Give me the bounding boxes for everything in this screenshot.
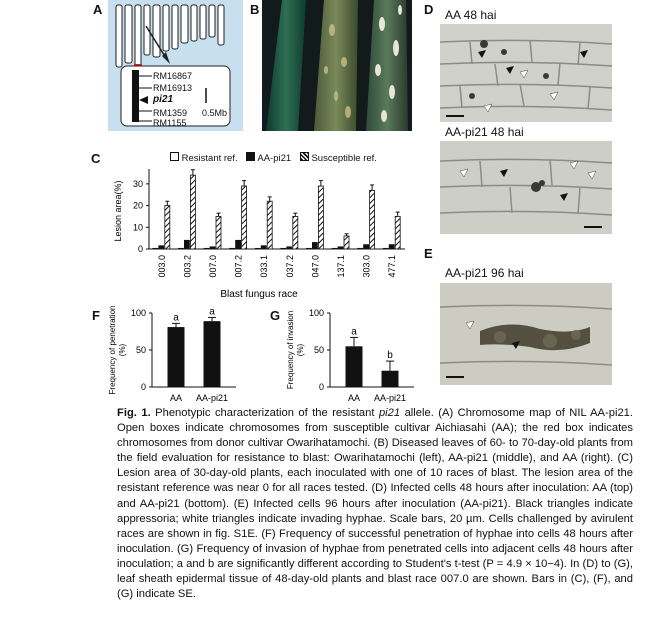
panel-d-letter: D <box>424 2 434 17</box>
bar-resistant-ref- <box>332 248 337 249</box>
bar-susceptible-ref- <box>242 186 247 249</box>
bar-resistant-ref- <box>358 248 363 249</box>
figure-caption <box>117 406 633 602</box>
x-axis-label: Blast fungus race <box>220 289 298 300</box>
y-tick-label: 20 <box>132 200 143 211</box>
gene-label: pi21 <box>153 94 174 105</box>
scale-bar-label: 0.5Mb <box>202 108 228 118</box>
bar <box>168 327 185 387</box>
y-axis-label: Frequency of penetration <box>108 305 117 395</box>
y-tick-label: 100 <box>308 308 324 318</box>
panel-e-label: AA-pi21 96 hai <box>445 266 524 280</box>
caption-gene: pi21 <box>378 407 401 419</box>
bar-aa-pi21 <box>261 246 266 249</box>
caption-body: allele. (A) Chromosome map of NIL AA-pi21. Open boxes indicate chromosomes from susceptible cultivar Aichiasahi (AA); the red box indicates chromosomes from donor cultivar Owarihatamochi. (B) Diseased leaves of 60- to 70-day-old plants from the field evaluation for resistance to blast: Owarihatamochi (left), AA-pi21 (middle), and AA (right). (C) Lesion area of 30-day-old plants, each inoculated with one of 10 races of blast. The lesion area of the resistant reference was near 0 for all races tested. (D) Infected cells 48 hours after inoculation: AA (top) and AA-pi21 (bottom). (E) Infected cells 96 hours after inoculation (AA-pi21). Black triangles indicate appressoria; white triangles indicate invading hyphae. Scale bars, 20 µm. Cells challenged by avirulent races are shown in fig. S1E. (F) Frequency of successful penetration of hyphae into cells 48 hours after inoculation. (G) Frequency of invasion of hyphae from penetrated cells into adjacent cells 48 hours after inoculation; a and b are significantly different according to Student's t-test (P = 4.9 × 10−4). In (D) to (G), leaf sheath epidermal tissue of 48-day-old plants and blast race 007.0 are shown. Bars in (C), (F), and (G) indicate SE. <box>117 407 634 601</box>
y-tick-label: 0 <box>140 382 146 392</box>
bar-aa-pi21 <box>210 247 215 249</box>
lesion-area-chart <box>105 162 415 302</box>
bar-resistant-ref- <box>255 248 260 249</box>
diseased-leaves-photo <box>262 0 412 131</box>
y-tick-label: 10 <box>132 222 143 233</box>
significance-letter: b <box>387 350 393 362</box>
panel-d-bottom-label: AA-pi21 48 hai <box>445 125 524 139</box>
y-tick-label: 50 <box>313 345 324 355</box>
leaves-photo-drawing <box>262 0 412 131</box>
legend-swatch-resistant <box>170 152 179 161</box>
bar-susceptible-ref- <box>165 206 170 249</box>
y-axis-label: (%) <box>118 343 127 357</box>
micrograph-drawing <box>440 24 612 122</box>
bar-resistant-ref- <box>230 248 235 249</box>
caption-fig-number: Fig. 1. <box>117 407 151 419</box>
y-axis-label: Frequency of invasion <box>286 310 295 390</box>
legend-swatch-susceptible <box>300 152 309 161</box>
bar-aa-pi21 <box>312 242 317 249</box>
marker-label: RM16867 <box>153 71 193 81</box>
legend-swatch-aa-pi21 <box>246 152 255 161</box>
bar-susceptible-ref- <box>293 216 298 249</box>
panel-e-letter: E <box>424 246 433 261</box>
bar <box>346 346 363 387</box>
bar-aa-pi21 <box>184 240 189 249</box>
bar-resistant-ref- <box>383 248 388 249</box>
bar-aa-pi21 <box>338 247 343 249</box>
panel-b-letter: B <box>250 2 260 17</box>
y-tick-label: 0 <box>318 382 324 392</box>
bar <box>382 371 399 387</box>
marker-label: RM16913 <box>153 83 193 93</box>
y-tick-label: 50 <box>135 345 146 355</box>
bar-susceptible-ref- <box>395 216 400 249</box>
panel-g-letter: G <box>270 308 281 323</box>
bar-susceptible-ref- <box>190 175 195 249</box>
legend-label: Susceptible ref. <box>311 153 377 164</box>
micrograph-aa-pi21-48h <box>440 141 612 234</box>
y-tick-label: 30 <box>132 178 143 189</box>
bar-aa-pi21 <box>287 247 292 249</box>
significance-letter: a <box>351 326 357 338</box>
y-tick-label: 0 <box>137 244 143 254</box>
bar-susceptible-ref- <box>318 186 323 249</box>
x-tick-label: 303.0 <box>361 255 372 278</box>
panel-d-top-label: AA 48 hai <box>445 8 497 22</box>
bar-susceptible-ref- <box>267 201 272 249</box>
micrograph-drawing <box>440 283 612 385</box>
caption-lead: Phenotypic characterization of the resistant <box>150 407 379 419</box>
y-tick-label: 100 <box>130 308 146 318</box>
x-tick-label: 037.2 <box>284 255 295 278</box>
x-tick-label: AA <box>347 393 361 403</box>
panel-c-letter: C <box>91 151 101 166</box>
marker-label: RM1359 <box>153 108 188 118</box>
significance-letter: a <box>209 306 215 318</box>
invasion-chart <box>282 304 422 406</box>
x-tick-label: AA-pi21 <box>373 393 407 403</box>
x-tick-label: 477.1 <box>387 255 398 278</box>
x-tick-label: AA <box>169 393 183 403</box>
x-tick-label: 007.0 <box>208 255 218 278</box>
x-tick-label: 003.2 <box>182 255 193 278</box>
bar-susceptible-ref- <box>370 190 375 249</box>
y-axis-label: (%) <box>296 343 305 357</box>
panel-f-letter: F <box>92 308 100 323</box>
bar-susceptible-ref- <box>216 216 221 249</box>
micrograph-aa-pi21-96h <box>440 283 612 385</box>
bar-resistant-ref- <box>306 248 311 249</box>
x-tick-label: AA-pi21 <box>195 393 229 403</box>
x-tick-label: 033.1 <box>259 255 270 278</box>
x-tick-label: 047.0 <box>310 255 321 278</box>
bar-resistant-ref- <box>153 248 158 249</box>
bar <box>204 321 221 387</box>
x-tick-label: 007.2 <box>233 255 244 278</box>
bar-susceptible-ref- <box>344 236 349 249</box>
legend-label: Resistant ref. <box>181 153 238 164</box>
panel-a-letter: A <box>93 2 103 17</box>
bar-resistant-ref- <box>204 248 209 249</box>
y-axis-label: Lesion area(%) <box>113 180 123 242</box>
bar-aa-pi21 <box>159 246 164 249</box>
micrograph-aa-48h <box>440 24 612 122</box>
legend-label: AA-pi21 <box>257 153 292 164</box>
x-tick-label: 137.1 <box>336 255 346 278</box>
bar-aa-pi21 <box>364 245 369 249</box>
bar-resistant-ref- <box>281 248 286 249</box>
bar-resistant-ref- <box>178 248 183 249</box>
micrograph-drawing <box>440 141 612 234</box>
bar-aa-pi21 <box>236 240 241 249</box>
significance-letter: a <box>173 312 179 324</box>
x-tick-label: 003.0 <box>156 255 167 278</box>
bar-aa-pi21 <box>389 245 394 249</box>
penetration-chart <box>104 304 244 406</box>
marker-label: RM1155 <box>153 118 187 128</box>
